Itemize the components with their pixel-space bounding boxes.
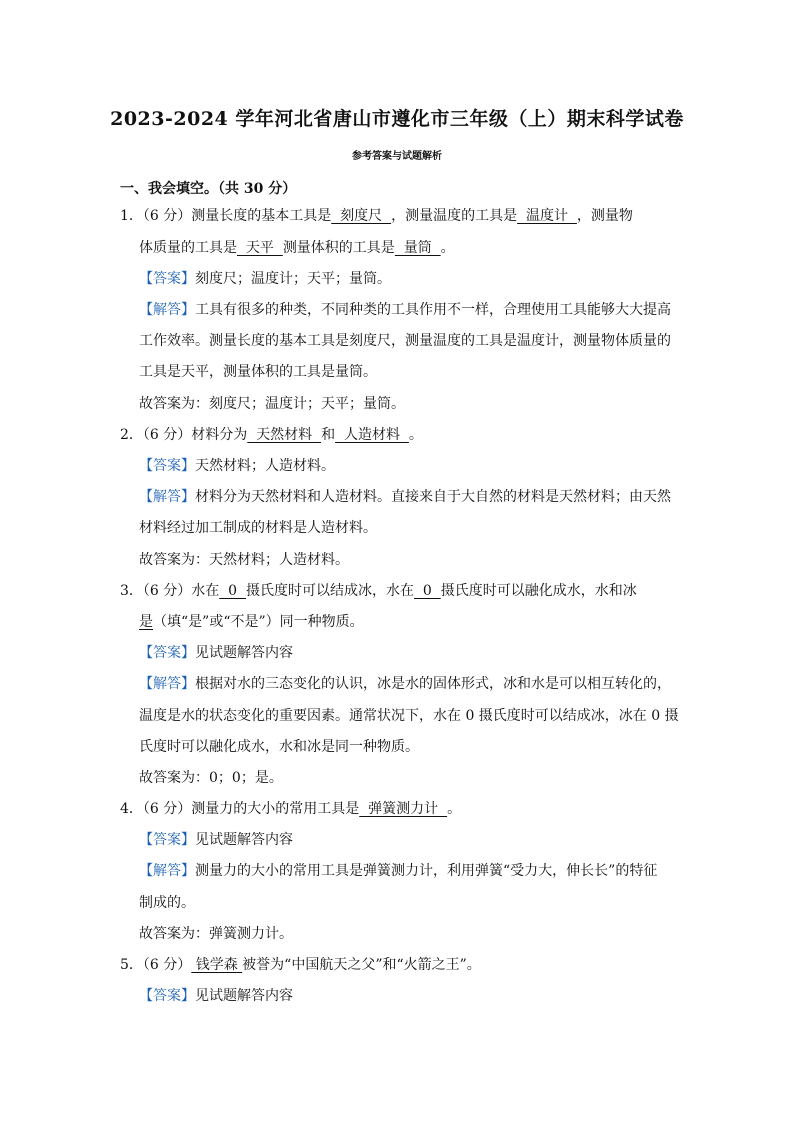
q5-blank-1: 钱学森 (191, 957, 243, 973)
q3-answer (139, 643, 293, 663)
analysis-tag: 【解答】 (139, 302, 195, 318)
q2-text-1: 材料分为 (191, 427, 248, 443)
q3-line-1 (120, 581, 637, 601)
q4-answer-text: 见试题解答内容 (195, 832, 293, 848)
q1-blank-4: 量筒 (394, 240, 441, 256)
q3-blank-1: 0 (219, 583, 246, 599)
q3-text-2: 摄氏度时可以结成冰，水在 (245, 583, 414, 599)
q3-text-1: 水在 (191, 583, 220, 599)
q1-blank-1: 刻度尺 (331, 208, 392, 224)
q1-analysis-line-3: 工具是天平，测量体积的工具是量筒。 (139, 364, 377, 380)
analysis-tag: 【解答】 (139, 863, 195, 879)
q1-analysis-line-1 (139, 300, 671, 320)
q2-analysis-text-1: 材料分为天然材料和人造材料。直接来自于大自然的材料是天然材料；由天然 (195, 489, 671, 505)
q1-text-2: ，测量温度的工具是 (391, 208, 518, 224)
q2-number: 2．（6 分） (120, 427, 192, 443)
q1-line-1 (120, 206, 633, 226)
q2-analysis-line-2: 材料经过加工制成的材料是人造材料。 (139, 520, 377, 536)
q4-analysis-line-2: 制成的。 (139, 895, 195, 911)
q3-number: 3．（6 分） (120, 583, 192, 599)
answer-tag: 【答案】 (139, 458, 195, 474)
q2-blank-2: 人造材料 (335, 427, 409, 443)
q1-text-1: 测量长度的基本工具是 (191, 208, 332, 224)
q4-line-1 (120, 799, 461, 819)
q2-answer-text: 天然材料；人造材料。 (195, 458, 335, 474)
q5-number: 5．（6 分） (120, 957, 192, 973)
q4-blank-1: 弹簧测力计 (359, 801, 448, 817)
q3-final-answer: 故答案为：0；0；是。 (139, 770, 283, 786)
q5-answer-text: 见试题解答内容 (195, 988, 293, 1004)
q3-blank-3: 是 (139, 614, 153, 630)
q4-analysis-text-1: 测量力的大小的常用工具是弹簧测力计，利用弹簧“受力大，伸长长”的特征 (195, 863, 658, 879)
q1-final-answer: 故答案为：刻度尺；温度计；天平；量筒。 (139, 396, 405, 412)
q4-analysis-line-1 (139, 861, 657, 881)
q3-answer-text: 见试题解答内容 (195, 645, 293, 661)
q3-line-2 (139, 612, 364, 632)
q3-analysis-line-2: 温度是水的状态变化的重要因素。通常状况下，水在 0 摄氏度时可以结成冰，冰在 0 摄 (139, 708, 679, 724)
q1-line-2 (139, 238, 455, 258)
section-heading: 一、我会填空。（共 30 分） (120, 181, 297, 197)
q1-blank-3: 天平 (237, 240, 283, 256)
q1-number: 1．（6 分） (120, 208, 192, 224)
q1-answer (139, 269, 391, 289)
q4-text-1: 测量力的大小的常用工具是 (191, 801, 360, 817)
q1-blank-2: 温度计 (517, 208, 577, 224)
answer-tag: 【答案】 (139, 271, 195, 287)
q1-text-6: 。 (440, 240, 455, 256)
q4-final-answer: 故答案为：弹簧测力计。 (139, 926, 293, 942)
q5-line-1 (120, 955, 481, 975)
q2-text-3: 。 (408, 427, 423, 443)
q3-blank-2: 0 (413, 583, 441, 599)
q4-number: 4．（6 分） (120, 801, 192, 817)
q2-text-2: 和 (321, 427, 336, 443)
q1-text-3: ，测量物 (576, 208, 633, 224)
q2-answer (139, 456, 335, 476)
document-subtitle: 参考答案与试题解析 (352, 151, 442, 162)
q5-answer (139, 986, 293, 1006)
analysis-tag: 【解答】 (139, 489, 195, 505)
q1-analysis-line-2: 工作效率。测量长度的基本工具是刻度尺，测量温度的工具是温度计，测量物体质量的 (139, 333, 671, 349)
answer-tag: 【答案】 (139, 988, 195, 1004)
q4-answer (139, 830, 293, 850)
q5-text-1: 被誉为“中国航天之父”和“火箭之王”。 (242, 957, 481, 973)
q3-analysis-line-1 (139, 674, 671, 694)
q3-text-3: 摄氏度时可以融化成水，水和冰 (440, 583, 637, 599)
q3-analysis-line-3: 氏度时可以融化成水，水和冰是同一种物质。 (139, 739, 419, 755)
q4-text-2: 。 (447, 801, 462, 817)
q1-answer-text: 刻度尺；温度计；天平；量筒。 (195, 271, 391, 287)
q2-line-1 (120, 425, 423, 445)
q2-final-answer: 故答案为：天然材料；人造材料。 (139, 552, 349, 568)
q3-text-4: （填“是”或“不是”）同一种物质。 (153, 614, 364, 630)
q2-blank-1: 天然材料 (247, 427, 322, 443)
answer-tag: 【答案】 (139, 645, 195, 661)
q1-analysis-text-1: 工具有很多的种类，不同种类的工具作用不一样，合理使用工具能够大大提高 (195, 302, 671, 318)
q3-analysis-text-1: 根据对水的三态变化的认识，冰是水的固体形式，冰和水是可以相互转化的， (195, 676, 671, 692)
document-title: 2023-2024 学年河北省唐山市遵化市三年级（上）期末科学试卷 (110, 108, 684, 130)
answer-tag: 【答案】 (139, 832, 195, 848)
q2-analysis-line-1 (139, 487, 671, 507)
analysis-tag: 【解答】 (139, 676, 195, 692)
q1-text-5: 测量体积的工具是 (282, 240, 395, 256)
q1-text-4: 体质量的工具是 (139, 240, 237, 256)
